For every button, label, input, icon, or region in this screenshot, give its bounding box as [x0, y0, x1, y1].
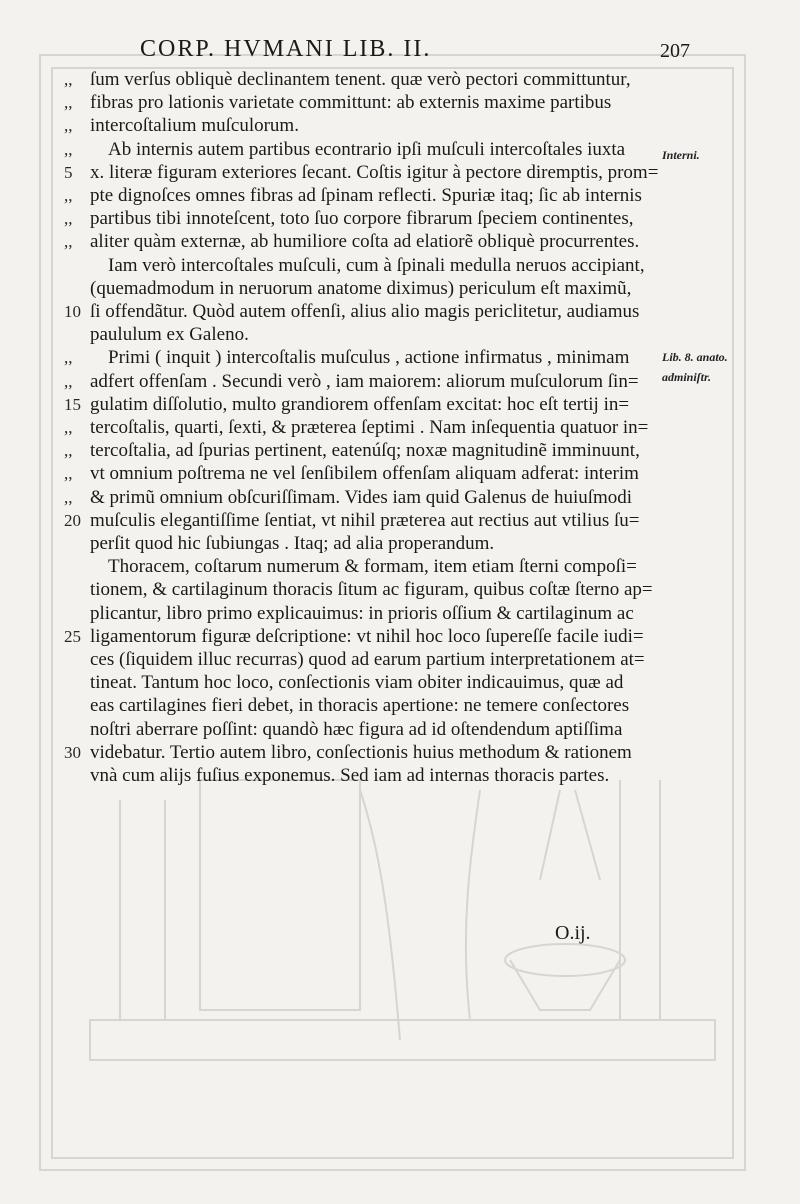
text-line	[90, 764, 609, 788]
line-marker: 15	[64, 394, 81, 414]
text-line	[64, 416, 649, 440]
page-header	[140, 36, 690, 70]
text-line	[64, 439, 640, 463]
line-text: noſtri aberrare poſſint: quandò hæc figura ad id oſtendendum aptiſſima	[90, 718, 623, 740]
text-line	[90, 323, 249, 347]
text-line	[90, 718, 622, 742]
line-marker: 30	[64, 742, 81, 762]
line-text: tionem, & cartilaginum thoracis ſitum ac figuram, quibus coſtæ ſterno ap=	[90, 579, 653, 601]
line-text: intercoſtalium muſculorum.	[90, 115, 299, 137]
text-line	[90, 578, 653, 602]
line-marker: ,,	[64, 348, 73, 368]
line-text: pte dignoſces omnes fibras ad ſpinam reflecti. Spuriæ itaq; ſic ab internis	[90, 185, 642, 206]
text-line	[64, 207, 634, 231]
text-line	[64, 300, 640, 324]
line-text: (quemadmodum in neruorum anatome diximus) periculum eſt maximũ,	[90, 277, 632, 299]
line-text: perſit quod hic ſubiungas . Itaq; ad alia properandum.	[90, 533, 495, 554]
line-text: tercoſtalia, ad ſpurias pertinent, eatenúſq; noxæ magnitudinẽ imminuunt,	[90, 440, 640, 462]
text-line	[64, 138, 626, 162]
margin-note-interni: Interni.	[662, 148, 700, 162]
line-marker: 20	[64, 510, 81, 530]
text-line	[64, 184, 642, 208]
margin-note-administr: adminiſtr.	[662, 370, 712, 384]
line-text: ſi offendãtur. Quòd autem offenſi, alius alio magis periclitetur, audiamus	[90, 301, 640, 322]
line-text: Thoracem, coſtarum numerum & formam, item etiam ſterni compoſi=	[108, 556, 637, 578]
text-line	[90, 694, 629, 718]
text-line	[64, 346, 630, 370]
line-marker: ,,	[64, 209, 73, 229]
line-text: eas cartilagines fieri debet, in thoracis apertione: ne temere conſectores	[90, 695, 630, 717]
line-marker: ,,	[64, 116, 73, 136]
line-marker: ,,	[64, 139, 73, 159]
text-line	[90, 532, 494, 556]
line-text: partibus tibi innoteſcent, toto ſuo corpore fibrarum ſpeciem continentes,	[90, 208, 634, 230]
text-line	[90, 602, 634, 626]
line-text: muſculis elegantiſſime ſentiat, vt nihil præterea aut rectius aut vtilius ſu=	[90, 509, 640, 531]
line-marker: ,,	[64, 232, 73, 252]
line-text: Ab internis autem partibus econtrario ipſi muſculi intercoſtales iuxta	[108, 138, 626, 160]
line-text: & primũ omnium obſcuriſſimam. Vides iam quid Galenus de huiuſmodi	[90, 486, 633, 508]
text-line	[64, 370, 639, 394]
text-line	[90, 555, 637, 579]
text-line	[90, 277, 631, 301]
line-marker: 10	[64, 302, 81, 321]
page-number: 207	[660, 40, 690, 62]
line-text: Iam verò intercoſtales muſculi, cum à ſpinali medulla neruos accipiant,	[108, 254, 645, 276]
line-text: videbatur. Tertio autem libro, conſectionis huius methodum & rationem	[90, 741, 632, 763]
line-text: plicantur, libro primo explicauimus: in prioris oſſium & cartilaginum ac	[90, 602, 634, 624]
text-line	[64, 91, 612, 115]
line-marker: ,,	[64, 186, 73, 205]
running-title: CORP. HVMANI LIB. II.	[140, 36, 432, 62]
line-text: paululum ex Galeno.	[90, 324, 249, 346]
text-line	[90, 671, 623, 695]
line-text: ligamentorum figuræ deſcriptione: vt nihil hoc loco ſupereſſe facile iudi=	[90, 625, 644, 647]
line-marker: ,,	[64, 487, 73, 507]
line-marker: ,,	[64, 70, 73, 89]
text-line	[64, 625, 644, 649]
line-marker: 5	[64, 162, 73, 182]
line-text: fibras pro lationis varietate committunt: ab externis maxime partibus	[90, 92, 612, 114]
text-line	[64, 230, 640, 254]
margin-note-lib8-anato: Lib. 8. anato.	[662, 350, 728, 364]
text-line	[64, 68, 631, 92]
line-marker: ,,	[64, 441, 73, 461]
line-text: adfert offenſam . Secundi verò , iam maiorem: aliorum muſculorum ſin=	[90, 370, 639, 392]
text-line	[64, 486, 633, 510]
line-text: ſum verſus obliquè declinantem tenent. quæ verò pectori committuntur,	[90, 69, 631, 90]
line-text: gulatim diſſolutio, multo grandiorem offenſam excitat: hoc eſt tertij in=	[90, 393, 630, 415]
text-line	[64, 114, 299, 138]
line-text: x. literæ figuram exteriores ſecant. Coſtis igitur à pectore diremptis, prom=	[90, 161, 659, 183]
line-text: vt omnium poſtrema ne vel ſenſibilem offenſam aliquam adferat: interim	[90, 463, 639, 485]
line-marker: 25	[64, 626, 81, 646]
line-text: Primi ( inquit ) intercoſtalis muſculus , actione infirmatus , minimam	[108, 347, 630, 369]
text-line	[64, 741, 632, 765]
text-line	[64, 393, 630, 417]
text-line	[64, 509, 640, 533]
text-line	[64, 462, 639, 486]
text-line	[64, 161, 659, 185]
line-text: vnà cum alijs fuſius exponemus. Sed iam ad internas thoracis partes.	[90, 765, 610, 786]
line-marker: ,,	[64, 418, 73, 437]
line-text: ces (ſiquidem illuc recurras) quod ad earum partium interpretationem at=	[90, 649, 645, 670]
signature-mark: O.ij.	[555, 922, 591, 944]
line-marker: ,,	[64, 464, 73, 484]
line-marker: ,,	[64, 371, 73, 391]
line-text: tercoſtalis, quarti, ſexti, & præterea ſeptimi . Nam inſequentia quatuor in=	[90, 417, 649, 438]
line-text: aliter quàm externæ, ab humiliore coſta ad elatiorẽ obliquè procurrentes.	[90, 231, 640, 253]
text-line	[90, 648, 645, 672]
line-marker: ,,	[64, 93, 73, 113]
text-line	[90, 254, 645, 278]
line-text: tineat. Tantum hoc loco, conſectionis viam obiter indicauimus, quæ ad	[90, 672, 624, 694]
